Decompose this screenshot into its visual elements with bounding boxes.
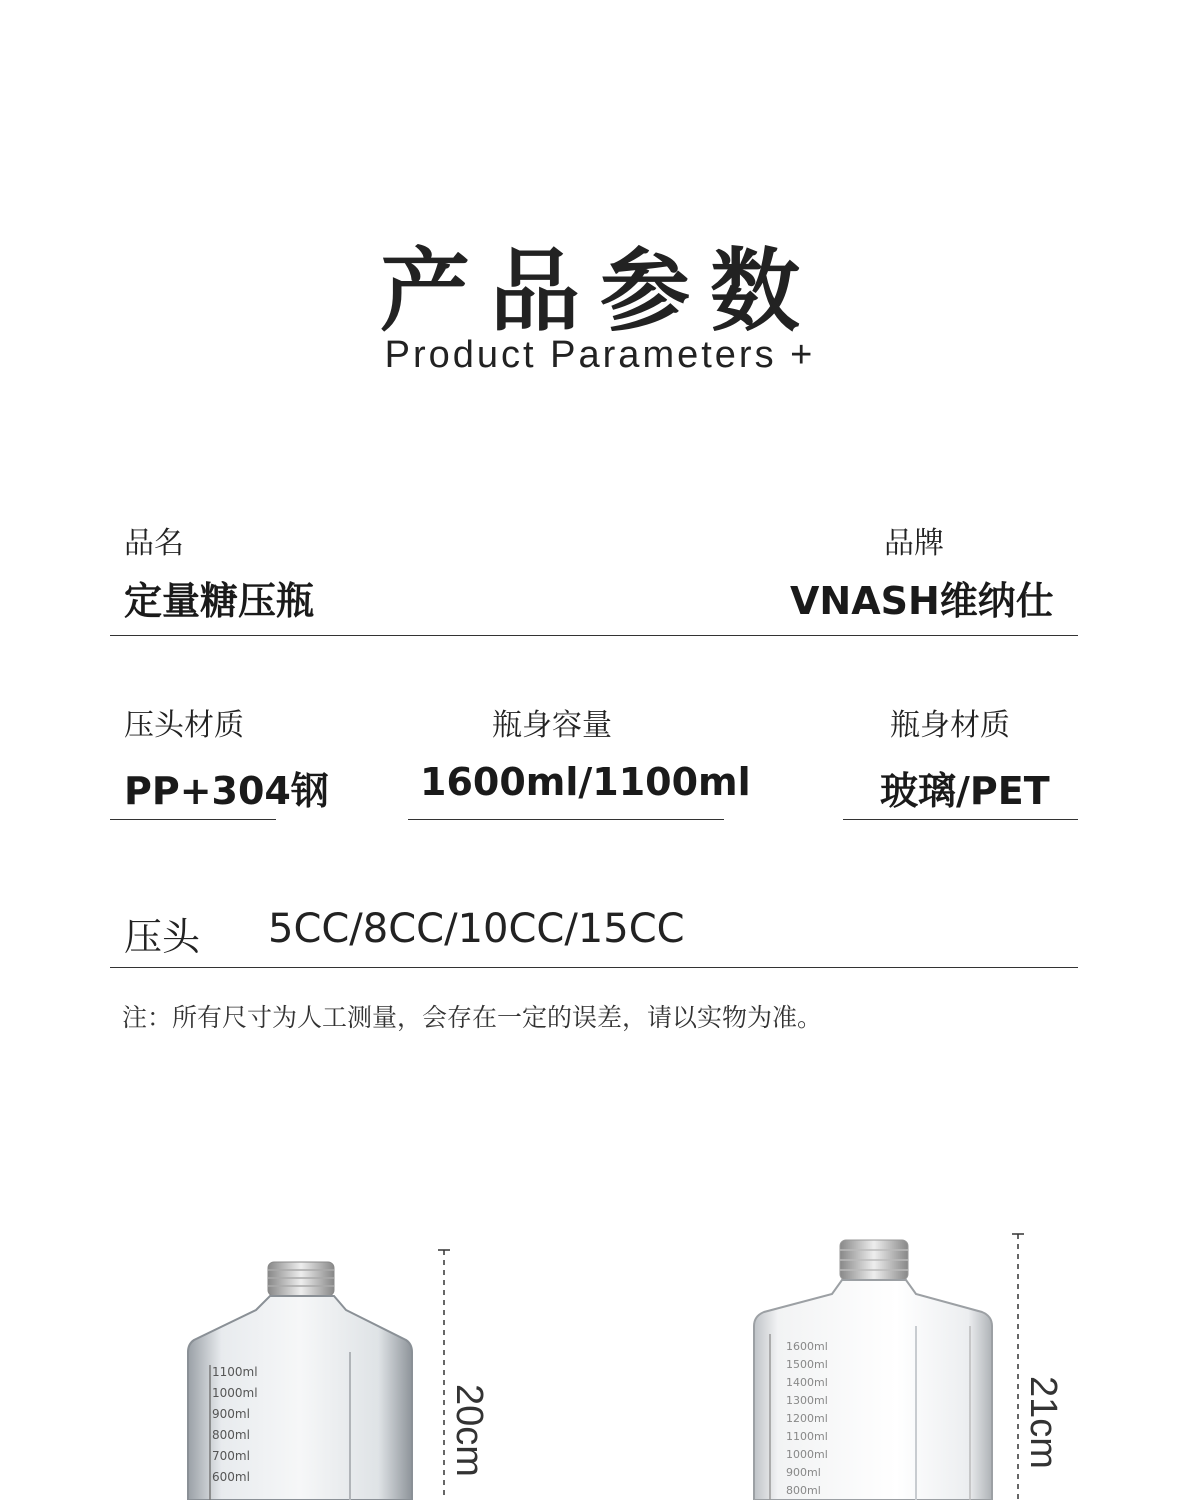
head-material-label: 压头材质: [124, 708, 244, 743]
scale-mark: 800ml: [212, 1428, 250, 1442]
glass-bottle-scale: [212, 1362, 282, 1488]
capacity-label: 瓶身容量: [492, 708, 612, 743]
divider: [843, 819, 1078, 820]
divider: [110, 819, 276, 820]
pet-bottle-scale: [786, 1338, 856, 1500]
body-material-label: 瓶身材质: [890, 708, 1010, 743]
page-title: 产品参数: [380, 239, 820, 344]
right-bottle-height: 21cm: [1022, 1376, 1064, 1469]
capacity-value: 1600ml/1100ml: [420, 760, 751, 804]
head-value: 5CC/8CC/10CC/15CC: [268, 906, 685, 952]
divider: [408, 819, 724, 820]
body-material-value: 玻璃/PET: [880, 769, 1050, 813]
scale-mark: 1200ml: [786, 1412, 828, 1425]
head-label: 压头: [124, 915, 201, 959]
scale-mark: 700ml: [212, 1449, 250, 1463]
brand-label: 品牌: [884, 526, 944, 561]
divider: [110, 635, 1078, 636]
scale-mark: 1400ml: [786, 1376, 828, 1389]
scale-mark: 1100ml: [212, 1365, 258, 1379]
scale-mark: 800ml: [786, 1484, 821, 1497]
scale-mark: 1000ml: [786, 1448, 828, 1461]
divider: [110, 967, 1078, 968]
scale-mark: 900ml: [212, 1407, 250, 1421]
name-value: 定量糖压瓶: [124, 579, 315, 623]
scale-mark: 1100ml: [786, 1430, 828, 1443]
page-subtitle: Product Parameters +: [384, 334, 816, 376]
scale-mark: 1500ml: [786, 1358, 828, 1371]
scale-mark: 900ml: [786, 1466, 821, 1479]
scale-mark: 1300ml: [786, 1394, 828, 1407]
glass-bottle-image: [170, 1240, 440, 1500]
name-label: 品名: [124, 526, 184, 561]
scale-mark: 1000ml: [212, 1386, 258, 1400]
left-bottle-height: 20cm: [448, 1384, 490, 1477]
head-material-value: PP+304钢: [124, 769, 329, 813]
pet-bottle-image: [740, 1230, 1010, 1500]
scale-mark: 1600ml: [786, 1340, 828, 1353]
scale-mark: 600ml: [212, 1470, 250, 1484]
brand-value: VNASH维纳仕: [790, 579, 1054, 623]
disclaimer-note: 注：所有尺寸为人工测量，会存在一定的误差，请以实物为准。: [122, 1003, 823, 1032]
